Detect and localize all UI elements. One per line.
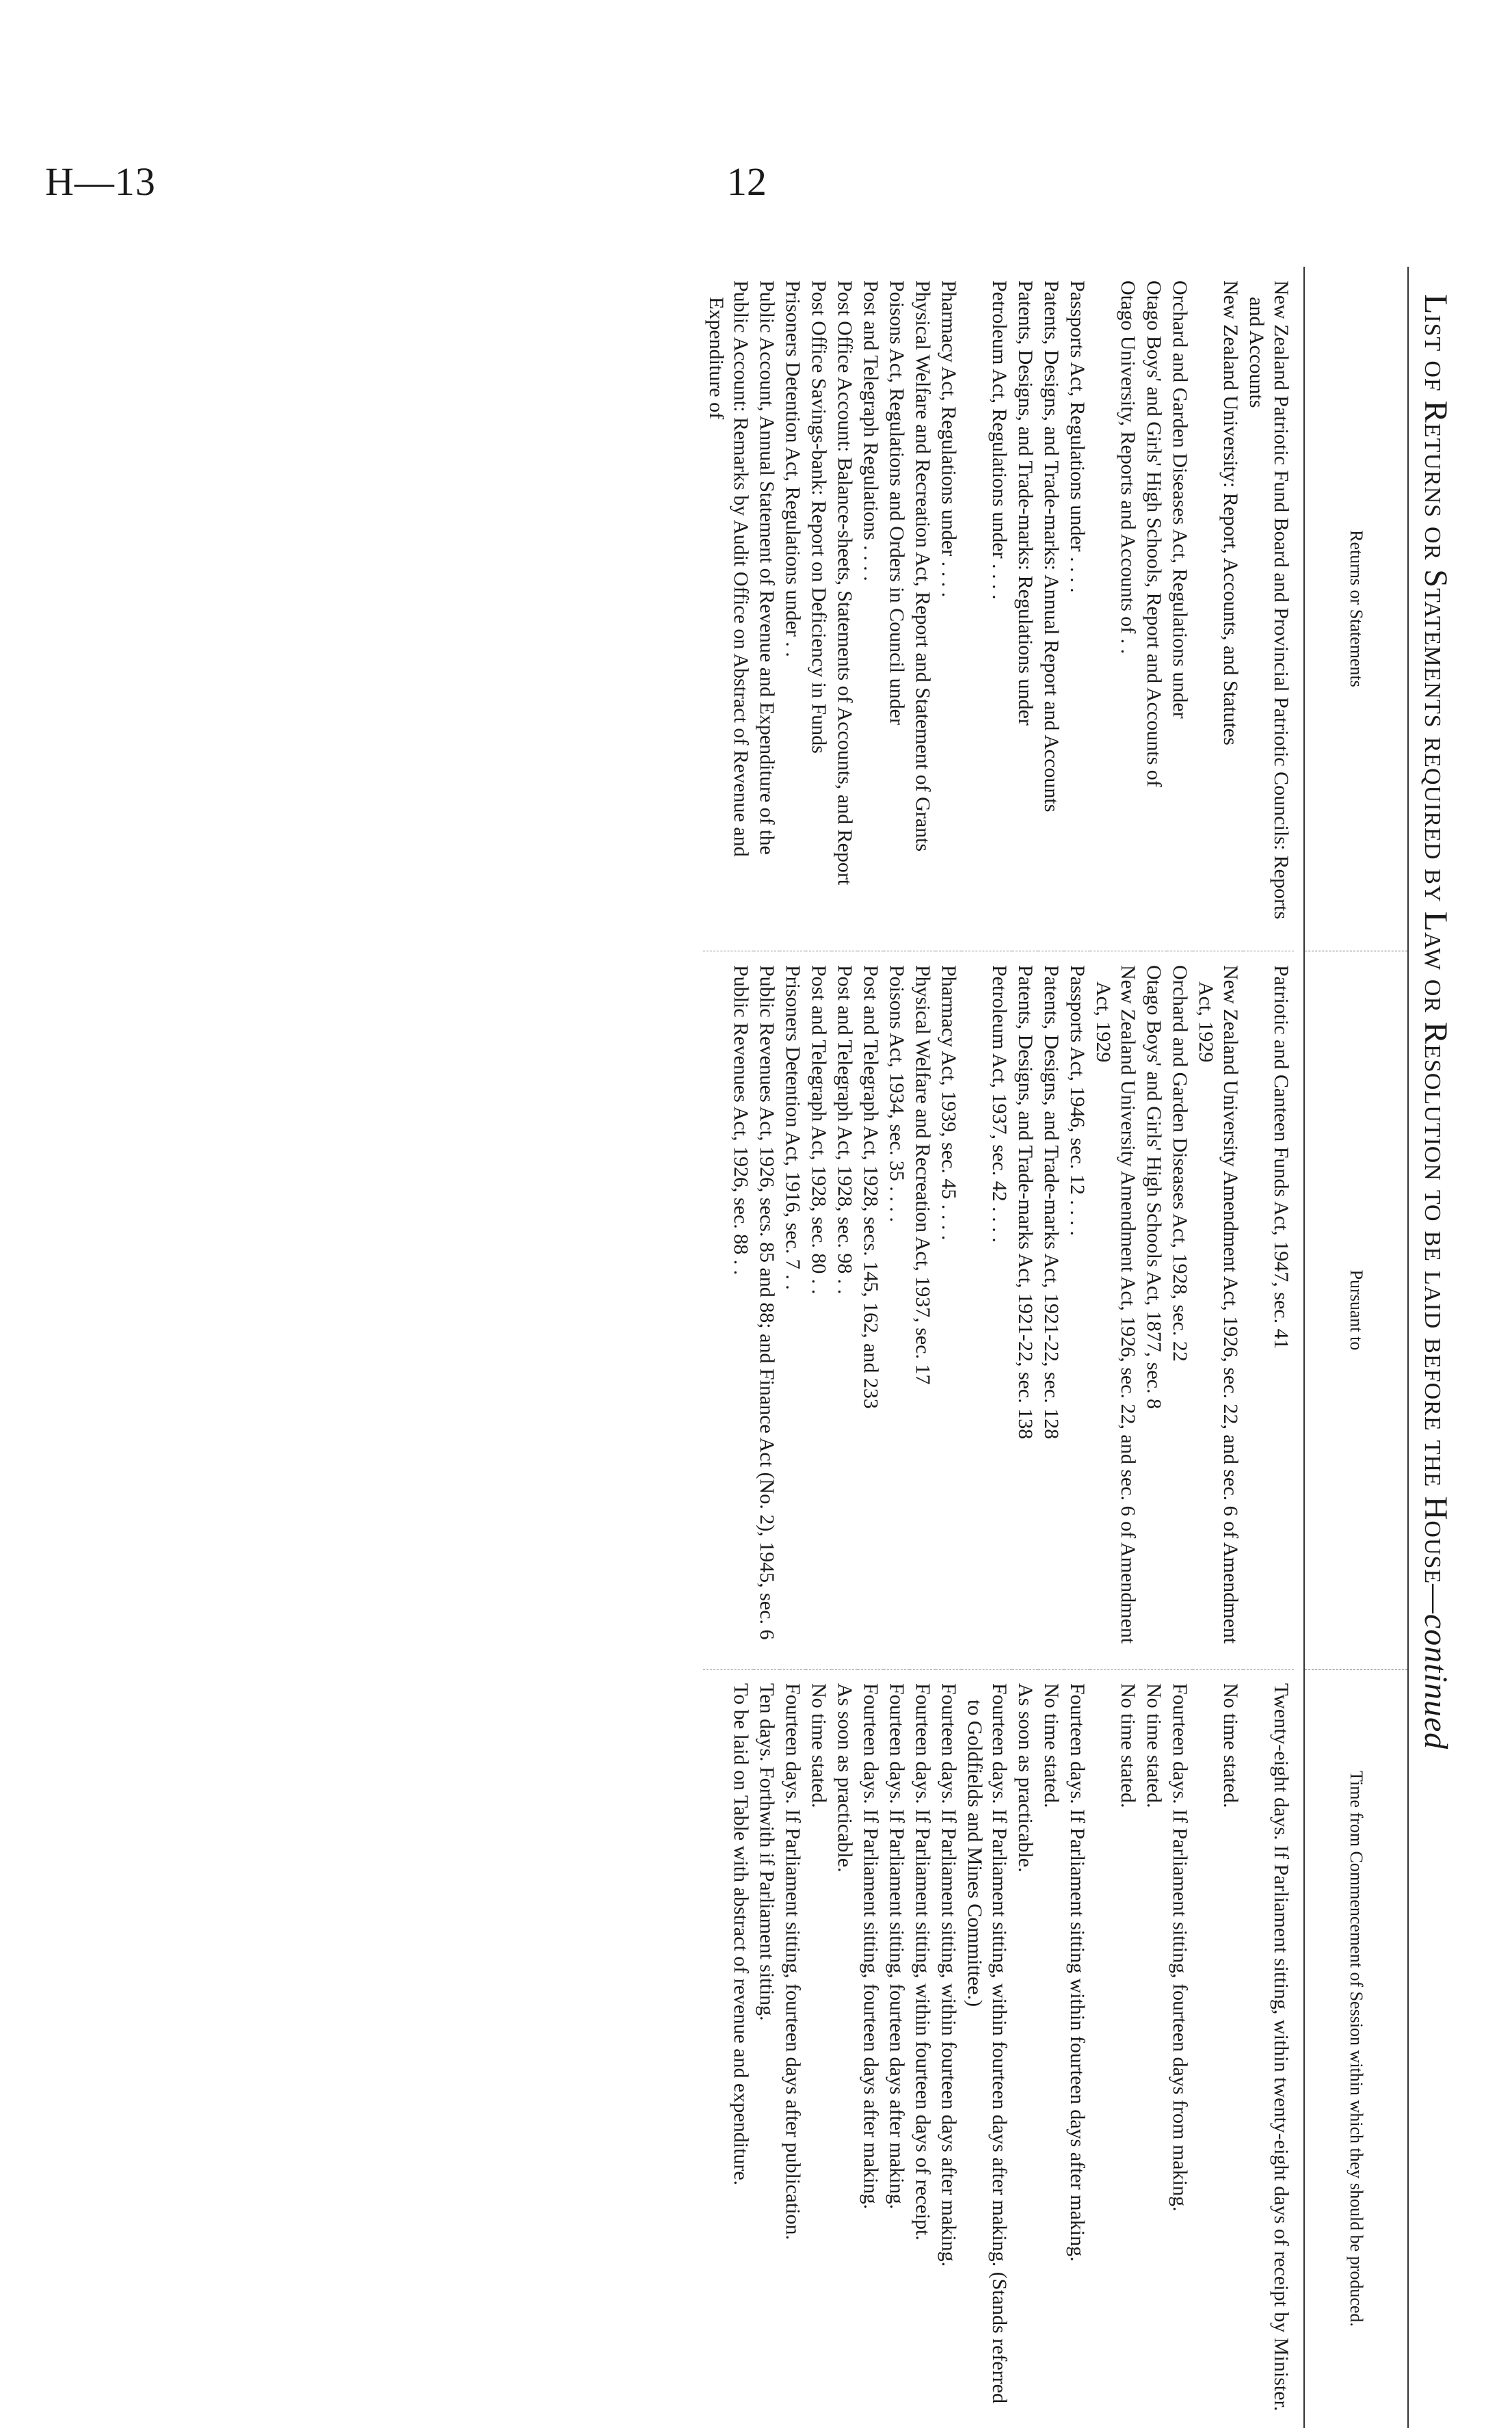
cell-time: Fourteen days. If Parliament sitting, fourteen days after making.: [858, 1669, 884, 2428]
cell-time: Fourteen days. If Parliament sitting within fourteen days after making.: [1064, 1669, 1090, 2428]
cell-time: Fourteen days. If Parliament sitting, fourteen days after publication.: [780, 1669, 806, 2428]
table-row: [754, 267, 780, 2428]
table-title: [1409, 267, 1463, 2428]
table-row: [1038, 267, 1064, 2428]
table-title-suffix: —continued: [1418, 1584, 1455, 1750]
table-row: [1064, 267, 1090, 2428]
header-time: Time from Commencement of Session within which they should be produced.: [1305, 1669, 1407, 2428]
table-row: [910, 267, 936, 2428]
cell-time: Fourteen days. If Parliament sitting, within fourteen days after making. (Stands referred to Goldfields and Mines Committee.): [961, 1669, 1012, 2428]
table-row: [832, 267, 858, 2428]
table-row: [884, 267, 910, 2428]
table-row: [806, 267, 832, 2428]
cell-pursuant: Petroleum Act, 1937, sec. 42 . . . .: [961, 951, 1012, 1669]
cell-returns: Poisons Act, Regulations and Orders in Council under: [886, 280, 908, 725]
cell-time: No time stated.: [1090, 1669, 1141, 2428]
cell-returns: Pharmacy Act, Regulations under . . . .: [938, 280, 960, 598]
cell-pursuant: Public Revenues Act, 1926, sec. 88 . .: [703, 951, 754, 1669]
table-row: [1012, 267, 1038, 2428]
cell-time: No time stated.: [1038, 1669, 1064, 2428]
cell-time: Fourteen days. If Parliament sitting, within fourteen days after making.: [936, 1669, 961, 2428]
cell-pursuant: Prisoners Detention Act, 1916, sec. 7 . .: [780, 951, 806, 1669]
cell-time: Twenty-eight days. If Parliament sitting, within twenty-eight days of receipt by Minister.: [1243, 1669, 1294, 2428]
cell-pursuant: Passports Act, 1946, sec. 12 . . . .: [1064, 951, 1090, 1669]
cell-returns: Patents, Designs, and Trade-marks: Annual Report and Accounts: [1040, 280, 1063, 813]
table-header: [1303, 267, 1409, 2428]
header-returns: Returns or Statements: [1347, 530, 1367, 687]
cell-time: To be laid on Table with abstract of revenue and expenditure.: [703, 1669, 754, 2428]
table-title-text: List of Returns or Statements required by Law or Resolution to be laid before the House: [1418, 294, 1455, 1585]
cell-returns: Post Office Savings-bank: Report on Deficiency in Funds: [808, 280, 830, 754]
cell-pursuant: New Zealand University Amendment Act, 1926, sec. 22, and sec. 6 of Amendment Act, 1929: [1090, 951, 1141, 1669]
table-row: [703, 267, 754, 2428]
cell-time: Ten days. Forthwith if Parliament sitting.: [754, 1669, 780, 2428]
cell-returns: Post and Telegraph Regulations . . . .: [860, 280, 882, 581]
cell-pursuant: Patents, Designs, and Trade-marks Act, 1921-22, sec. 138: [1012, 951, 1038, 1669]
table-row: [858, 267, 884, 2428]
cell-returns: New Zealand University: Report, Accounts, and Statutes: [1219, 280, 1242, 745]
table-body: [703, 267, 1303, 2428]
cell-time: No time stated.: [806, 1669, 832, 2428]
cell-returns: Petroleum Act, Regulations under . . . .: [988, 280, 1011, 600]
cell-returns: Passports Act, Regulations under . . . .: [1066, 280, 1089, 593]
cell-time: Fourteen days. If Parliament sitting, fourteen days from making.: [1167, 1669, 1193, 2428]
cell-returns: New Zealand Patriotic Fund Board and Provincial Patriotic Councils: Reports and Accounts: [1245, 280, 1292, 919]
table-row: [936, 267, 961, 2428]
table-row: [961, 267, 1012, 2428]
table-row: [1090, 267, 1141, 2428]
page-code: H—13: [45, 159, 156, 204]
table-row: [1243, 267, 1294, 2428]
cell-returns: Otago Boys' and Girls' High Schools, Report and Accounts of: [1143, 280, 1165, 787]
cell-pursuant: Orchard and Garden Diseases Act, 1928, sec. 22: [1167, 951, 1193, 1669]
cell-pursuant: Otago Boys' and Girls' High Schools Act, 1877, sec. 8: [1141, 951, 1167, 1669]
cell-returns: Public Account: Remarks by Audit Office on Abstract of Revenue and Expenditure of: [705, 280, 752, 857]
table-row: [1167, 267, 1193, 2428]
cell-pursuant: Physical Welfare and Recreation Act, 1937, sec. 17: [910, 951, 936, 1669]
cell-returns: Orchard and Garden Diseases Act, Regulations under: [1169, 280, 1191, 719]
header-pursuant: Pursuant to: [1305, 951, 1407, 1669]
cell-pursuant: Pharmacy Act, 1939, sec. 45 . . . .: [936, 951, 961, 1669]
cell-pursuant: Poisons Act, 1934, sec. 35 . . . .: [884, 951, 910, 1669]
cell-pursuant: Public Revenues Act, 1926, secs. 85 and 88; and Finance Act (No. 2), 1945, sec. 6: [754, 951, 780, 1669]
returns-table: [34, 267, 1463, 2428]
cell-time: Fourteen days. If Parliament sitting, fourteen days after making.: [884, 1669, 910, 2428]
cell-pursuant: Post and Telegraph Act, 1928, sec. 98 . .: [832, 951, 858, 1669]
cell-time: As soon as practicable.: [1012, 1669, 1038, 2428]
cell-returns: Physical Welfare and Recreation Act, Report and Statement of Grants: [912, 280, 934, 852]
cell-time: No time stated.: [1193, 1669, 1243, 2428]
cell-returns: Post Office Account: Balance-sheets, Statements of Accounts, and Report: [834, 280, 856, 886]
cell-pursuant: Patents, Designs, and Trade-marks Act, 1921-22, sec. 128: [1038, 951, 1064, 1669]
cell-pursuant: Post and Telegraph Act, 1928, sec. 80 . .: [806, 951, 832, 1669]
table-row: [1141, 267, 1167, 2428]
page-number: 12: [727, 159, 767, 204]
cell-time: As soon as practicable.: [832, 1669, 858, 2428]
cell-returns: Prisoners Detention Act, Regulations under . .: [782, 280, 804, 657]
cell-returns: Public Account, Annual Statement of Revenue and Expenditure of the: [756, 280, 778, 855]
cell-pursuant: Patriotic and Canteen Funds Act, 1947, sec. 41: [1243, 951, 1294, 1669]
cell-time: No time stated.: [1141, 1669, 1167, 2428]
cell-time: Fourteen days. If Parliament sitting, within fourteen days of receipt.: [910, 1669, 936, 2428]
cell-returns: Patents, Designs, and Trade-marks: Regulations under: [1014, 280, 1037, 726]
cell-pursuant: New Zealand University Amendment Act, 1926, sec. 22, and sec. 6 of Amendment Act, 1929: [1193, 951, 1243, 1669]
cell-pursuant: Post and Telegraph Act, 1928, secs. 145, 162, and 233: [858, 951, 884, 1669]
cell-returns: Otago University, Reports and Accounts of . .: [1117, 280, 1139, 655]
table-row: [1193, 267, 1243, 2428]
table-row: [780, 267, 806, 2428]
